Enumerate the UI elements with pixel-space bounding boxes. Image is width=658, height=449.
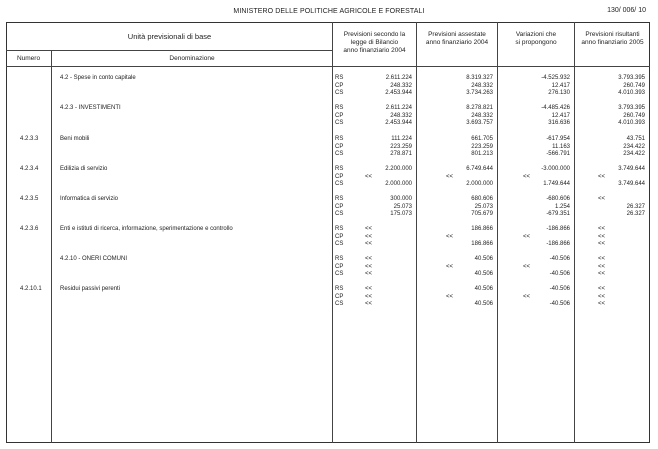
row-value-c: 12.417 — [551, 112, 570, 119]
row-value-a: << — [364, 233, 372, 240]
row-value-a: 248.332 — [390, 82, 412, 89]
row-denominazione: 4.2.3 - INVESTIMENTI — [60, 105, 121, 111]
row-value-b: 223.259 — [471, 143, 493, 150]
col-header-numero: Numero — [16, 55, 41, 62]
row-value-d: 4.010.393 — [618, 120, 645, 126]
group-header-upb: Unità previsionali di base — [127, 32, 212, 41]
row-code: CS — [335, 151, 344, 157]
row-value-d: 3.793.395 — [618, 105, 645, 111]
row-value-b: 186.866 — [471, 226, 493, 232]
row-numero: 4.2.3.5 — [20, 196, 39, 202]
row-value-d: << — [597, 271, 605, 277]
row-value-c: -4.485.426 — [541, 105, 570, 111]
row-value-b: 248.332 — [471, 82, 493, 89]
row-value-d: << — [597, 301, 605, 307]
row-value-b: 40.506 — [474, 271, 493, 277]
row-value-c: -186.866 — [546, 241, 570, 247]
row-value-d: << — [597, 196, 605, 202]
row-value-c: 316.636 — [548, 120, 570, 126]
row-value-c: 276.130 — [548, 90, 570, 96]
row-value-c: -4.525.932 — [541, 75, 570, 81]
row-code: CP — [335, 293, 344, 300]
row-value-b: 680.606 — [471, 196, 493, 202]
row-value-c: << — [522, 293, 530, 300]
row-value-c: -186.866 — [546, 226, 570, 232]
row-value-a: 2.200.000 — [385, 166, 412, 172]
row-value-d: << — [597, 263, 605, 270]
row-value-d: << — [597, 173, 605, 180]
row-value-c: 1.749.644 — [543, 181, 570, 187]
row-code: RS — [335, 226, 344, 232]
col-divider-numero — [51, 50, 52, 443]
row-value-c: -40.506 — [549, 286, 570, 292]
row-value-d: << — [597, 226, 605, 232]
header-rule-upb — [6, 50, 333, 51]
row-value-a: 111.224 — [391, 136, 412, 142]
row-value-c: -617.954 — [546, 136, 570, 142]
row-value-c: << — [522, 263, 530, 270]
row-denominazione: 4.2 - Spese in conto capitale — [60, 75, 136, 81]
row-code: CS — [335, 211, 344, 217]
row-value-a: 248.332 — [390, 112, 412, 119]
row-value-b: 8.278.821 — [466, 105, 493, 111]
row-value-b: << — [445, 293, 453, 300]
row-value-d: 234.422 — [623, 151, 645, 157]
row-code: RS — [335, 136, 344, 142]
row-code: CP — [335, 263, 344, 270]
row-numero: 4.2.3.4 — [20, 166, 39, 172]
page-reference: 130/ 006/ 10 — [607, 7, 646, 14]
row-value-b: << — [445, 263, 453, 270]
row-code: CP — [335, 203, 344, 210]
row-value-d: 3.793.395 — [618, 75, 645, 81]
row-value-b: 40.506 — [474, 301, 493, 307]
row-value-a: << — [364, 263, 372, 270]
ministry-title: MINISTERO DELLE POLITICHE AGRICOLE E FORESTALI — [233, 8, 425, 15]
row-code: CS — [335, 301, 344, 307]
row-value-a: 2.453.944 — [385, 120, 412, 126]
row-value-c: -40.506 — [549, 301, 570, 307]
row-value-c: -3.000.000 — [541, 166, 570, 172]
row-code: CP — [335, 82, 344, 89]
row-value-a: 300.000 — [390, 196, 412, 202]
row-value-c: << — [522, 233, 530, 240]
row-code: CP — [335, 143, 344, 150]
row-code: CP — [335, 112, 344, 119]
row-code: CS — [335, 241, 344, 247]
row-value-b: 8.319.327 — [466, 75, 493, 81]
row-value-d: << — [597, 293, 605, 300]
row-value-b: 25.073 — [474, 203, 493, 210]
row-denominazione: Enti e istituti di ricerca, informazione, sperimentazione e controllo — [60, 226, 233, 232]
row-code: RS — [335, 105, 344, 111]
row-value-b: 3.734.263 — [466, 90, 493, 96]
row-value-d: << — [597, 241, 605, 247]
row-code: CP — [335, 173, 344, 180]
row-value-a: 278.871 — [390, 151, 412, 157]
row-value-b: 40.506 — [474, 256, 493, 262]
row-value-d: << — [597, 256, 605, 262]
row-denominazione: Residui passivi perenti — [60, 286, 121, 292]
row-value-c: 11.163 — [552, 143, 570, 150]
row-denominazione: 4.2.10 - ONERI COMUNI — [60, 256, 128, 262]
row-value-d: 26.327 — [626, 211, 645, 217]
row-code: CS — [335, 181, 344, 187]
row-numero: 4.2.10.1 — [20, 286, 42, 292]
row-value-d: 3.749.644 — [618, 181, 645, 187]
row-value-c: -566.791 — [546, 151, 570, 157]
row-code: RS — [335, 75, 344, 81]
row-value-b: 3.693.757 — [466, 120, 493, 126]
row-code: RS — [335, 286, 344, 292]
header-rule-bottom — [6, 66, 650, 67]
row-value-a: << — [364, 286, 372, 292]
row-numero: 4.2.3.6 — [20, 226, 39, 232]
row-value-a: 2.611.224 — [385, 75, 412, 81]
row-value-a: << — [364, 226, 372, 232]
row-value-c: -40.506 — [549, 271, 570, 277]
row-value-a: << — [364, 241, 372, 247]
col-header-prev-bilancio: Previsioni secondo la legge di Bilancio anno finanziario 2004 — [343, 31, 406, 54]
row-value-d: 3.749.644 — [618, 166, 645, 172]
row-value-c: -679.351 — [546, 211, 570, 217]
row-value-d: << — [597, 233, 605, 240]
row-value-b: 40.506 — [474, 286, 493, 292]
row-value-b: 248.332 — [471, 112, 493, 119]
row-value-b: << — [445, 173, 453, 180]
row-value-d: 260.749 — [623, 112, 645, 119]
row-code: CS — [335, 90, 344, 96]
row-value-a: << — [364, 271, 372, 277]
row-value-c: -40.506 — [549, 256, 570, 262]
row-value-a: << — [364, 293, 372, 300]
row-value-c: << — [522, 173, 530, 180]
row-value-a: 223.259 — [390, 143, 412, 150]
row-code: CP — [335, 233, 344, 240]
row-value-c: -680.606 — [546, 196, 570, 202]
row-numero: 4.2.3.3 — [20, 136, 39, 142]
row-value-b: 661.705 — [471, 136, 493, 142]
row-code: CS — [335, 271, 344, 277]
row-code: RS — [335, 196, 344, 202]
row-code: CS — [335, 120, 344, 126]
row-value-a: 25.073 — [393, 203, 412, 210]
row-denominazione: Informatica di servizio — [60, 196, 119, 202]
col-divider-prev-assestate — [497, 22, 498, 443]
row-value-b: << — [445, 233, 453, 240]
row-value-a: << — [364, 256, 372, 262]
row-value-b: 801.213 — [471, 151, 493, 157]
row-value-b: 186.866 — [471, 241, 493, 247]
row-value-a: << — [364, 173, 372, 180]
row-value-d: 43.751 — [626, 136, 645, 142]
row-denominazione: Edilizia di servizio — [60, 166, 108, 172]
row-value-d: << — [597, 286, 605, 292]
row-value-b: 6.749.644 — [466, 166, 493, 172]
row-value-a: 2.453.944 — [385, 90, 412, 96]
row-denominazione: Beni mobili — [60, 136, 90, 142]
row-value-b: 2.000.000 — [466, 181, 493, 187]
row-value-a: << — [364, 301, 372, 307]
row-value-d: 4.010.393 — [618, 90, 645, 96]
row-value-d: 260.749 — [623, 82, 645, 89]
col-divider-prev-bilancio — [416, 22, 417, 443]
row-value-d: 26.327 — [626, 203, 645, 210]
row-value-d: 234.422 — [623, 143, 645, 150]
row-value-c: 12.417 — [551, 82, 570, 89]
row-value-a: 2.000.000 — [385, 181, 412, 187]
row-value-a: 175.073 — [390, 211, 412, 217]
row-value-c: 1.254 — [554, 203, 570, 210]
col-header-prev-risultanti: Previsioni risultanti anno finanziario 2005 — [581, 31, 644, 46]
col-header-prev-assestate: Previsioni assestate anno finanziario 2004 — [425, 31, 489, 46]
row-code: RS — [335, 256, 344, 262]
row-value-b: 705.679 — [471, 211, 493, 217]
col-header-denominazione: Denominazione — [169, 55, 215, 62]
row-value-a: 2.611.224 — [385, 105, 412, 111]
row-code: RS — [335, 166, 344, 172]
col-header-variazioni: Variazioni che si propongono — [515, 31, 557, 46]
